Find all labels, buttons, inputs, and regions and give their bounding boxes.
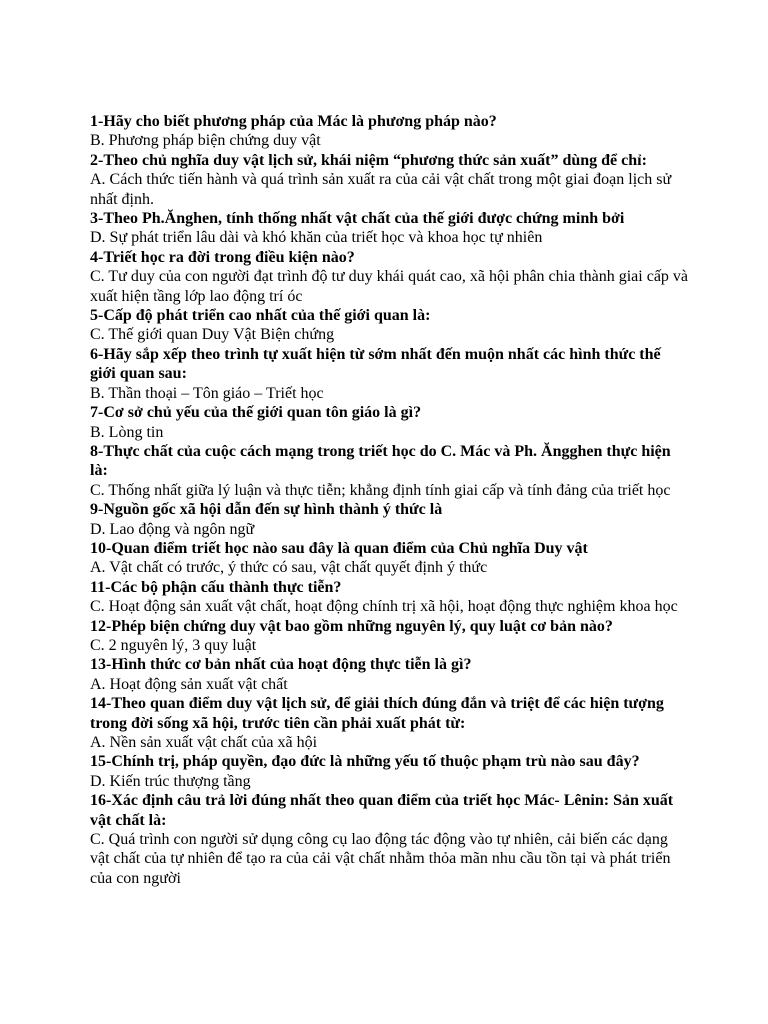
answer-text: D. Lao động và ngôn ngữ <box>90 520 255 538</box>
qa-item-2 <box>90 151 690 209</box>
question-text: 5-Cấp độ phát triển cao nhất của thế giới quan là: <box>90 307 431 325</box>
answer-text: C. Thế giới quan Duy Vật Biện chứng <box>90 326 335 344</box>
qa-item-4 <box>90 248 690 306</box>
answer-text: A. Cách thức tiến hành và quá trình sản xuất ra của cải vật chất trong một giai đoạn lịch sử nhất định. <box>90 171 672 208</box>
question-text: 10-Quan điểm triết học nào sau đây là quan điểm của Chủ nghĩa Duy vật <box>90 539 588 557</box>
qa-item-16 <box>90 791 690 888</box>
qa-item-5 <box>90 306 690 345</box>
qa-item-9 <box>90 500 690 539</box>
qa-item-11 <box>90 578 690 617</box>
question-text: 9-Nguồn gốc xã hội dẫn đến sự hình thành ý thức là <box>90 501 443 519</box>
question-text: 11-Các bộ phận cấu thành thực tiễn? <box>90 578 342 596</box>
question-text: 3-Theo Ph.Ănghen, tính thống nhất vật chất của thế giới được chứng minh bởi <box>90 210 625 228</box>
qa-item-14 <box>90 694 690 752</box>
question-text: 16-Xác định câu trả lời đúng nhất theo quan điểm của triết học Mác- Lênin: Sản xuất vật chất là: <box>90 792 674 829</box>
question-text: 8-Thực chất của cuộc cách mạng trong triết học do C. Mác và Ph. Ăngghen thực hiện là: <box>90 442 671 480</box>
answer-text: C. Quá trình con người sử dụng công cụ lao động tác động vào tự nhiên, cải biến các dạng vật chất của tự nhiên để tạo ra của cải vật chất nhằm thỏa mãn nhu cầu tồn tại và phát triển của con người <box>90 831 671 887</box>
question-text: 6-Hãy sắp xếp theo trình tự xuất hiện từ sớm nhất đến muộn nhất các hình thức thế giới quan sau: <box>90 345 661 383</box>
answer-text: B. Lòng tin <box>90 423 164 441</box>
answer-text: A. Nền sản xuất vật chất của xã hội <box>90 734 318 751</box>
qa-item-15 <box>90 752 690 791</box>
qa-item-3 <box>90 209 690 248</box>
qa-item-6 <box>90 345 690 403</box>
question-text: 7-Cơ sở chủ yếu của thế giới quan tôn giáo là gì? <box>90 404 422 422</box>
question-text: 13-Hình thức cơ bản nhất của hoạt động thực tiễn là gì? <box>90 656 472 674</box>
answer-text: C. 2 nguyên lý, 3 quy luật <box>90 636 257 654</box>
qa-item-10 <box>90 539 690 578</box>
answer-text: B. Phương pháp biện chứng duy vật <box>90 132 321 150</box>
answer-text: A. Hoạt động sản xuất vật chất <box>90 675 288 693</box>
question-text: 14-Theo quan điểm duy vật lịch sử, để giải thích đúng đắn và triệt để các hiện tượng trong đời sống xã hội, trước tiên cần phải xuất phát từ: <box>90 695 664 732</box>
question-text: 12-Phép biện chứng duy vật bao gồm những nguyên lý, quy luật cơ bản nào? <box>90 617 613 635</box>
qa-item-13 <box>90 655 690 694</box>
answer-text: C. Thống nhất giữa lý luận và thực tiễn; khẳng định tính giai cấp và tính đảng của triết học <box>90 481 671 499</box>
question-text: 15-Chính trị, pháp quyền, đạo đức là những yếu tố thuộc phạm trù nào sau đây? <box>90 753 640 771</box>
question-text: 1-Hãy cho biết phương pháp của Mác là phương pháp nào? <box>90 113 497 130</box>
answer-text: C. Tư duy của con người đạt trình độ tư duy khái quát cao, xã hội phân chia thành giai cấp và xuất hiện tầng lớp lao động trí óc <box>90 268 689 305</box>
answer-text: B. Thần thoại – Tôn giáo – Triết học <box>90 384 324 402</box>
qa-item-12 <box>90 617 690 656</box>
answer-text: A. Vật chất có trước, ý thức có sau, vật chất quyết định ý thức <box>90 559 488 577</box>
answer-text: D. Sự phát triển lâu dài và khó khăn của triết học và khoa học tự nhiên <box>90 229 543 247</box>
question-text: 2-Theo chủ nghĩa duy vật lịch sử, khái niệm “phương thức sản xuất” dùng để chỉ: <box>90 151 647 169</box>
answer-text: D. Kiến trúc thượng tầng <box>90 772 251 790</box>
question-text: 4-Triết học ra đời trong điều kiện nào? <box>90 248 355 266</box>
qa-item-1 <box>90 112 690 151</box>
qa-item-8 <box>90 442 690 500</box>
answer-text: C. Hoạt động sản xuất vật chất, hoạt động chính trị xã hội, hoạt động thực nghiệm khoa học <box>90 598 678 616</box>
document-page <box>90 112 690 888</box>
qa-item-7 <box>90 403 690 442</box>
